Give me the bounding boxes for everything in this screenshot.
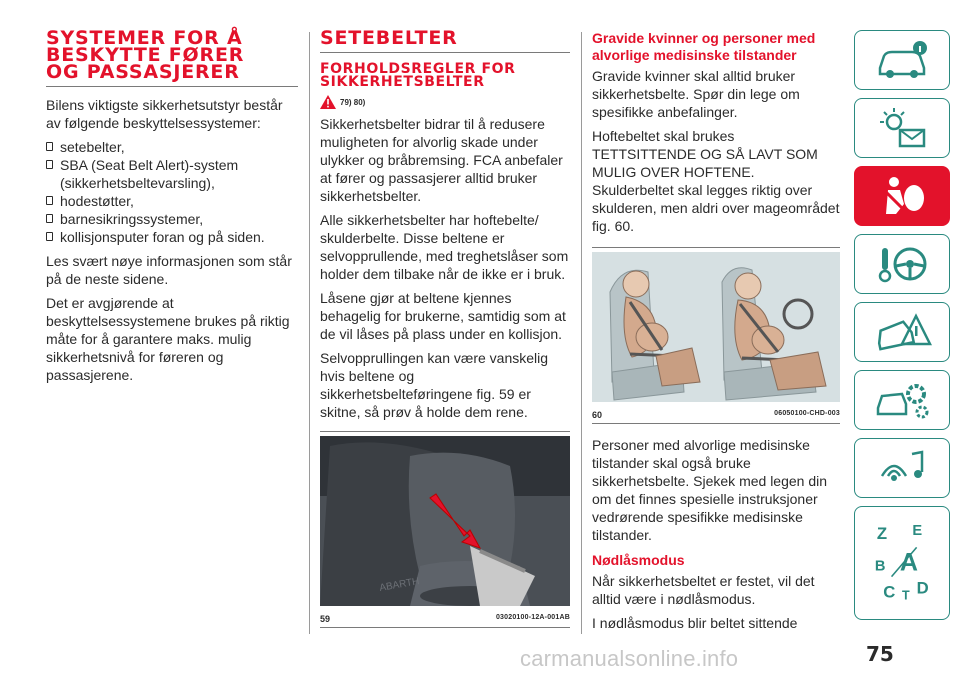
index-letter: C	[883, 582, 896, 602]
page-number: 75	[866, 642, 894, 666]
index-letter: E	[912, 522, 923, 539]
index-letter: Z	[876, 523, 888, 543]
list-item: hodestøtter,	[46, 192, 298, 210]
section-title-line-2: BESKYTTE FØRER	[46, 44, 245, 66]
column-seatbelts	[320, 27, 570, 628]
paragraph: Personer med alvorlige medisinske tilstander skal også bruke sikkerhetsbelte. Sjekek med legen din om det finnes spesielle instruksjoner vedrørende spesifikke medisinske tilstander.	[592, 437, 828, 543]
warning-triangle-icon	[320, 95, 336, 109]
seatbelt-guide-photo	[320, 436, 570, 606]
index-letter: A	[899, 548, 919, 577]
figure-number: 59	[320, 614, 331, 624]
bullet-box-icon	[46, 142, 53, 151]
figure-code: 06050100-CHD-003	[774, 410, 840, 417]
figure-60	[592, 247, 840, 424]
section-title: SETEBELTER	[320, 27, 458, 49]
alphabetical-index-icon	[870, 516, 934, 610]
paragraph: Når sikkerhetsbeltet er festet, vil det alltid være i nødlåsmodus.	[592, 573, 815, 607]
figure-59	[320, 431, 570, 628]
protection-systems-list	[46, 138, 298, 246]
section-title-line-3: OG PASSASJERER	[46, 61, 240, 83]
paragraph: Les svært nøye informasjonen som står på de neste sidene.	[46, 253, 292, 287]
paragraph: Hoftebeltet skal brukes TETTSITTENDE OG SÅ LAVT SOM MULIG OVER HOFTENE. Skulderbeltet skal legges riktig over skulderen, men aldri over mageområdet fig. 60.	[592, 128, 840, 234]
bullet-box-icon	[46, 232, 53, 241]
section-title-line-1: SYSTEMER FOR Å	[46, 27, 243, 49]
bullet-box-icon	[46, 160, 53, 169]
tab-dashboard-lights[interactable]	[854, 98, 950, 158]
tab-starting-driving[interactable]	[854, 234, 950, 294]
intro-paragraph: Bilens viktigste sikkerhetsutstyr består av følgende beskyttelsessystemer:	[46, 97, 283, 131]
tab-index[interactable]	[854, 506, 950, 620]
list-item: barnesikringssystemer,	[46, 210, 298, 228]
index-letter: B	[874, 558, 886, 575]
index-letter: T	[902, 588, 910, 603]
tab-multimedia[interactable]	[854, 438, 950, 498]
warning-reference	[320, 95, 570, 109]
column-pregnant-medical	[592, 30, 840, 638]
paragraph: Selvopprullingen kan være vanskelig hvis beltene og sikkerhetsbelteføringene fig. 59 er skitne, så prøv å holde dem rene.	[320, 350, 549, 420]
column-protection-systems	[46, 27, 298, 390]
paragraph: Gravide kvinner skal alltid bruker sikkerhetsbelte. Spør din lege om spesifikke anbefalinger.	[592, 68, 800, 120]
key-steering-wheel-icon	[872, 242, 932, 286]
tab-car-info[interactable]	[854, 30, 950, 90]
subheading-emergency-lock: Nødlåsmodus	[592, 552, 685, 568]
bullet-box-icon	[46, 196, 53, 205]
column-divider	[581, 32, 582, 634]
figure-code: 03020100-12A-001AB	[495, 614, 570, 621]
multimedia-icon	[872, 446, 932, 490]
paragraph: Det er avgjørende at beskyttelsessystemene brukes på riktig måte for å garantere maks. mulig sikkerhetsnivå for føreren og passasjerene.	[46, 295, 290, 383]
tab-safety[interactable]	[854, 166, 950, 226]
car-info-icon	[872, 38, 932, 82]
title-divider	[320, 52, 570, 53]
paragraph: I nødlåsmodus blir beltet sittende	[592, 615, 798, 631]
tab-emergency[interactable]	[854, 302, 950, 362]
figure-number: 60	[592, 410, 603, 420]
dashboard-lights-icon	[872, 106, 932, 150]
column-divider	[309, 32, 310, 634]
paragraph: Sikkerhetsbelter bidrar til å redusere muligheten for alvorlig skade under ulykker og bråbremsing. FCA anbefaler at fører og passasjerer alltid bruker sikkerhetsbelter.	[320, 116, 563, 204]
list-item: setebelter,	[46, 138, 298, 156]
subheading-pregnant: Gravide kvinner og personer med alvorlige medisinske tilstander	[592, 30, 816, 63]
list-item: SBA (Seat Belt Alert)-system (sikkerhetsbeltevarsling),	[46, 156, 298, 192]
title-divider	[46, 86, 298, 87]
svg-text:ABARTH: ABARTH	[378, 576, 421, 594]
warning-ref-text: 79) 80)	[340, 97, 366, 107]
paragraph: Låsene gjør at beltene kjennes behagelig for brukerne, samtidig som at de vil låses på plass under en kollisjon.	[320, 290, 566, 342]
index-letter: D	[916, 578, 929, 598]
list-item: kollisjonsputer foran og på siden.	[46, 228, 298, 246]
seatbelt-airbag-icon	[872, 174, 932, 218]
bullet-box-icon	[46, 214, 53, 223]
paragraph: Alle sikkerhetsbelter har hoftebelte/ skulderbelte. Disse beltene er selvopprullende, med treghetslåser som holder dem tilbake når de ikke er i bruk.	[320, 212, 569, 282]
tab-maintenance[interactable]	[854, 370, 950, 430]
maintenance-gears-icon	[872, 378, 932, 422]
emergency-warning-icon	[872, 310, 932, 354]
subsection-title: FORHOLDSREGLER FOR SIKKERHETSBELTER	[320, 61, 516, 90]
figure-caption	[320, 614, 570, 624]
figure-caption	[592, 410, 840, 420]
pregnant-seatbelt-illustration	[592, 252, 840, 402]
watermark: carmanualsonline.info	[520, 646, 739, 671]
